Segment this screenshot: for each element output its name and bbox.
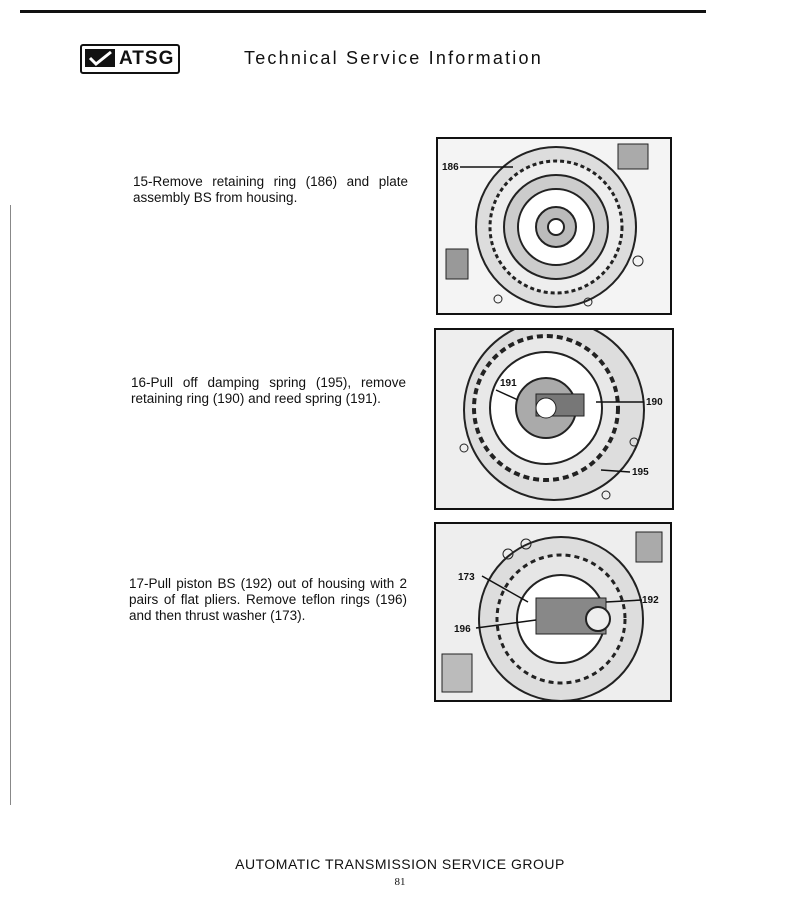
checkmark-icon <box>85 49 115 67</box>
callout-190: 190 <box>646 397 663 408</box>
callout-192: 192 <box>642 595 659 606</box>
atsg-logo <box>80 44 180 74</box>
footer-company: AUTOMATIC TRANSMISSION SERVICE GROUP <box>235 856 565 872</box>
callout-186: 186 <box>442 162 459 173</box>
step-17-text: 17-Pull piston BS (192) out of housing with 2 pairs of flat pliers. Remove teflon rings (196) and then thrust washer (173). <box>129 576 407 623</box>
callout-191: 191 <box>500 378 517 389</box>
step-16-text: 16-Pull off damping spring (195), remove retaining ring (190) and reed spring (191). <box>131 375 406 406</box>
step-16-photo <box>434 328 674 510</box>
callout-195: 195 <box>632 467 649 478</box>
top-rule <box>20 10 706 13</box>
step-17-photo <box>434 522 672 702</box>
page-number: 81 <box>394 876 406 888</box>
margin-line <box>10 205 11 805</box>
callout-196: 196 <box>454 624 471 635</box>
logo-text: ATSG <box>119 48 175 69</box>
callout-173: 173 <box>458 572 475 583</box>
page-title: Technical Service Information <box>244 48 543 68</box>
step-15-photo <box>436 137 672 315</box>
step-15-text: 15-Remove retaining ring (186) and plate assembly BS from housing. <box>133 174 408 205</box>
